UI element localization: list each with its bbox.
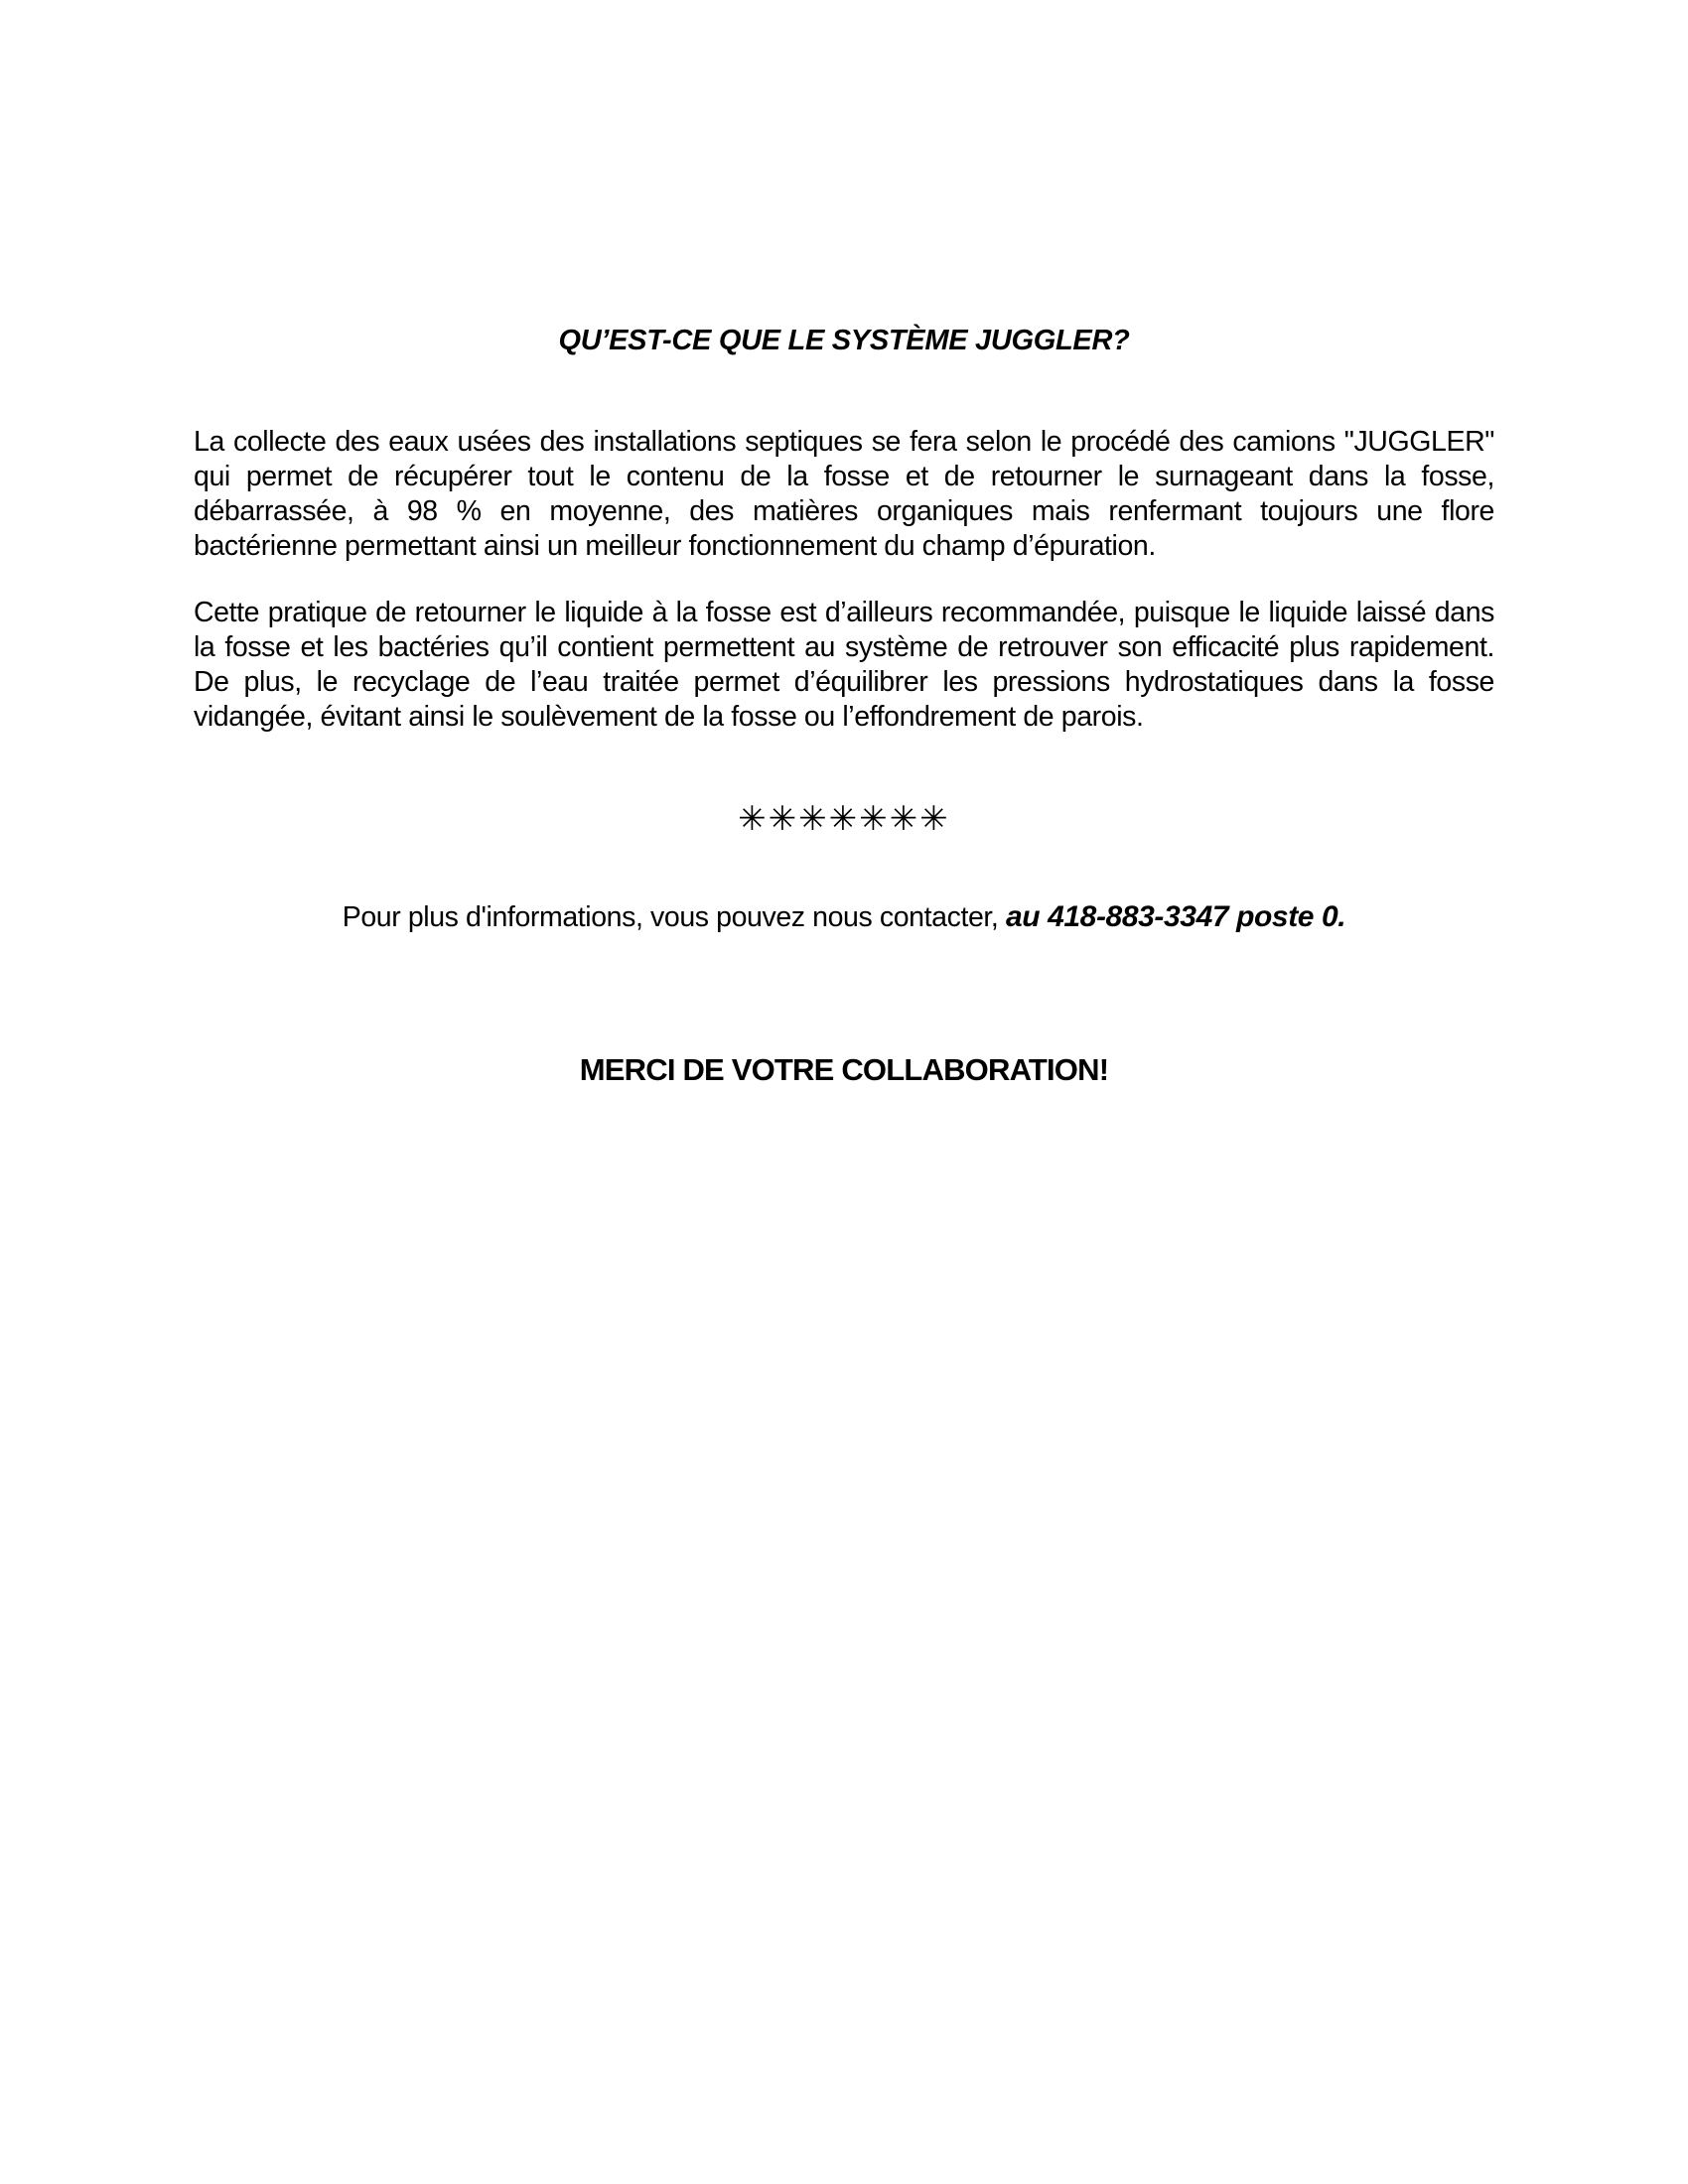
contact-line (0, 900, 1688, 934)
contact-phone: au 418-883-3347 poste 0. (1005, 900, 1346, 933)
asterisk-separator: ✳✳✳✳✳✳✳ (738, 799, 950, 839)
paragraph-juggler-process: La collecte des eaux usées des installations septiques se fera selon le procédé des camions "JUGGLER" qui permet de récupérer tout le contenu de la fosse et de retourner le surnageant dans la fosse, débarrassée, à 98 % en moyenne, des matières organiques mais renfermant toujours une flore bactérienne permettant ainsi un meilleur fonctionnement du champ d’épuration. (194, 426, 1494, 562)
closing-thanks: MERCI DE VOTRE COLLABORATION! (579, 1052, 1109, 1087)
document-title: QU’EST-CE QUE LE SYSTÈME JUGGLER? (558, 325, 1130, 356)
contact-text: Pour plus d'informations, vous pouvez nous contacter, (342, 901, 1006, 933)
paragraph-liquid-return: Cette pratique de retourner le liquide à la fosse est d’ailleurs recommandée, puisque le liquide laissé dans la fosse et les bactéries qu’il contient permettent au système de retrouver son efficacité plus rapidement. De plus, le recyclage de l’eau traitée permet d’équilibrer les pressions hydrostatiques dans la fosse vidangée, évitant ainsi le soulèvement de la fosse ou l’effondrement de parois. (194, 597, 1494, 733)
